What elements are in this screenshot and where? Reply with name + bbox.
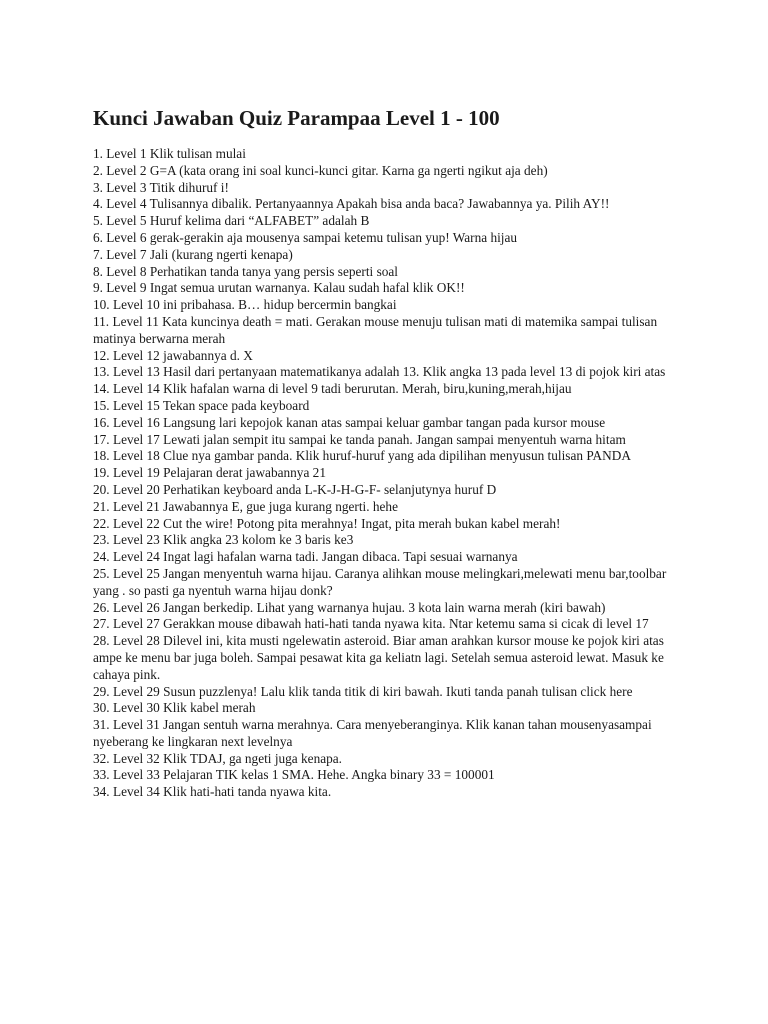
list-item: 9. Level 9 Ingat semua urutan warnanya. Kalau sudah hafal klik OK!!: [93, 280, 465, 296]
list-item: 17. Level 17 Lewati jalan sempit itu sampai ke tanda panah. Jangan sampai menyentuh warna hitam: [93, 431, 626, 447]
list-item: 2. Level 2 G=A (kata orang ini soal kunci-kunci gitar. Karna ga ngerti ngikut aja deh): [93, 162, 548, 178]
list-item: 14. Level 14 Klik hafalan warna di level 9 tadi berurutan. Merah, biru,kuning,merah,hijau: [93, 381, 572, 397]
list-item: 23. Level 23 Klik angka 23 kolom ke 3 baris ke3: [93, 532, 354, 548]
list-item: 21. Level 21 Jawabannya E, gue juga kurang ngerti. hehe: [93, 498, 398, 514]
document-title: Kunci Jawaban Quiz Parampaa Level 1 - 100: [93, 106, 500, 130]
list-item: 4. Level 4 Tulisannya dibalik. Pertanyaannya Apakah bisa anda baca? Jawabannya ya. Pilih AY!!: [93, 196, 610, 212]
list-item: 25. Level 25 Jangan menyentuh warna hijau. Caranya alihkan mouse melingkari,melewati menu bar,toolbar yang . so pasti ga nyentuh warna hijau donk?: [93, 565, 667, 598]
list-item: 3. Level 3 Titik dihuruf i!: [93, 179, 229, 195]
list-item: 24. Level 24 Ingat lagi hafalan warna tadi. Jangan dibaca. Tapi sesuai warnanya: [93, 549, 518, 565]
answer-list: [93, 146, 683, 801]
list-item: 16. Level 16 Langsung lari kepojok kanan atas sampai keluar gambar tangan pada kursor mouse: [93, 414, 606, 430]
list-item: 13. Level 13 Hasil dari pertanyaan matematikanya adalah 13. Klik angka 13 pada level 13 di pojok kiri atas: [93, 364, 666, 380]
list-item: 1. Level 1 Klik tulisan mulai: [93, 146, 246, 161]
list-item: 8. Level 8 Perhatikan tanda tanya yang persis seperti soal: [93, 263, 398, 279]
list-item: 28. Level 28 Dilevel ini, kita musti ngelewatin asteroid. Biar aman arahkan kursor mouse ke pojok kiri atas ampe ke menu bar juga boleh. Sampai pesawat kita ga keliatn lagi. Setelah semua asteroid lewat. Masuk ke cahaya pink.: [93, 633, 664, 682]
list-item: 18. Level 18 Clue nya gambar panda. Klik huruf-huruf yang ada dipilihan menyusun tulisan PANDA: [93, 448, 631, 464]
list-item: 11. Level 11 Kata kuncinya death = mati. Gerakan mouse menuju tulisan mati di matemika sampai tulisan matinya berwarna merah: [93, 313, 658, 346]
list-item: 22. Level 22 Cut the wire! Potong pita merahnya! Ingat, pita merah bukan kabel merah!: [93, 515, 561, 531]
list-item: 34. Level 34 Klik hati-hati tanda nyawa kita.: [93, 784, 332, 800]
list-item: 29. Level 29 Susun puzzlenya! Lalu klik tanda titik di kiri bawah. Ikuti tanda panah tulisan click here: [93, 683, 633, 699]
list-item: 15. Level 15 Tekan space pada keyboard: [93, 397, 310, 413]
list-item: 20. Level 20 Perhatikan keyboard anda L-K-J-H-G-F- selanjutynya huruf D: [93, 481, 497, 497]
list-item: 19. Level 19 Pelajaran derat jawabannya 21: [93, 465, 326, 481]
list-item: 26. Level 26 Jangan berkedip. Lihat yang warnanya hujau. 3 kota lain warna merah (kiri bawah): [93, 599, 606, 615]
list-item: 31. Level 31 Jangan sentuh warna merahnya. Cara menyeberanginya. Klik kanan tahan mousenyasampai nyeberang ke lingkaran next levelnya: [93, 717, 652, 749]
list-item: 33. Level 33 Pelajaran TIK kelas 1 SMA. Hehe. Angka binary 33 = 100001: [93, 767, 495, 783]
list-item: 32. Level 32 Klik TDAJ, ga ngeti juga kenapa.: [93, 750, 343, 766]
list-item: 7. Level 7 Jali (kurang ngerti kenapa): [93, 246, 293, 262]
list-item: 27. Level 27 Gerakkan mouse dibawah hati-hati tanda nyawa kita. Ntar ketemu sama si cicak di level 17: [93, 616, 649, 632]
list-item: 5. Level 5 Huruf kelima dari “ALFABET” adalah B: [93, 213, 370, 229]
list-item: 12. Level 12 jawabannya d. X: [93, 347, 253, 363]
list-item: 6. Level 6 gerak-gerakin aja mousenya sampai ketemu tulisan yup! Warna hijau: [93, 229, 518, 245]
list-item: 10. Level 10 ini pribahasa. B… hidup bercermin bangkai: [93, 297, 397, 313]
list-item: 30. Level 30 Klik kabel merah: [93, 700, 256, 716]
